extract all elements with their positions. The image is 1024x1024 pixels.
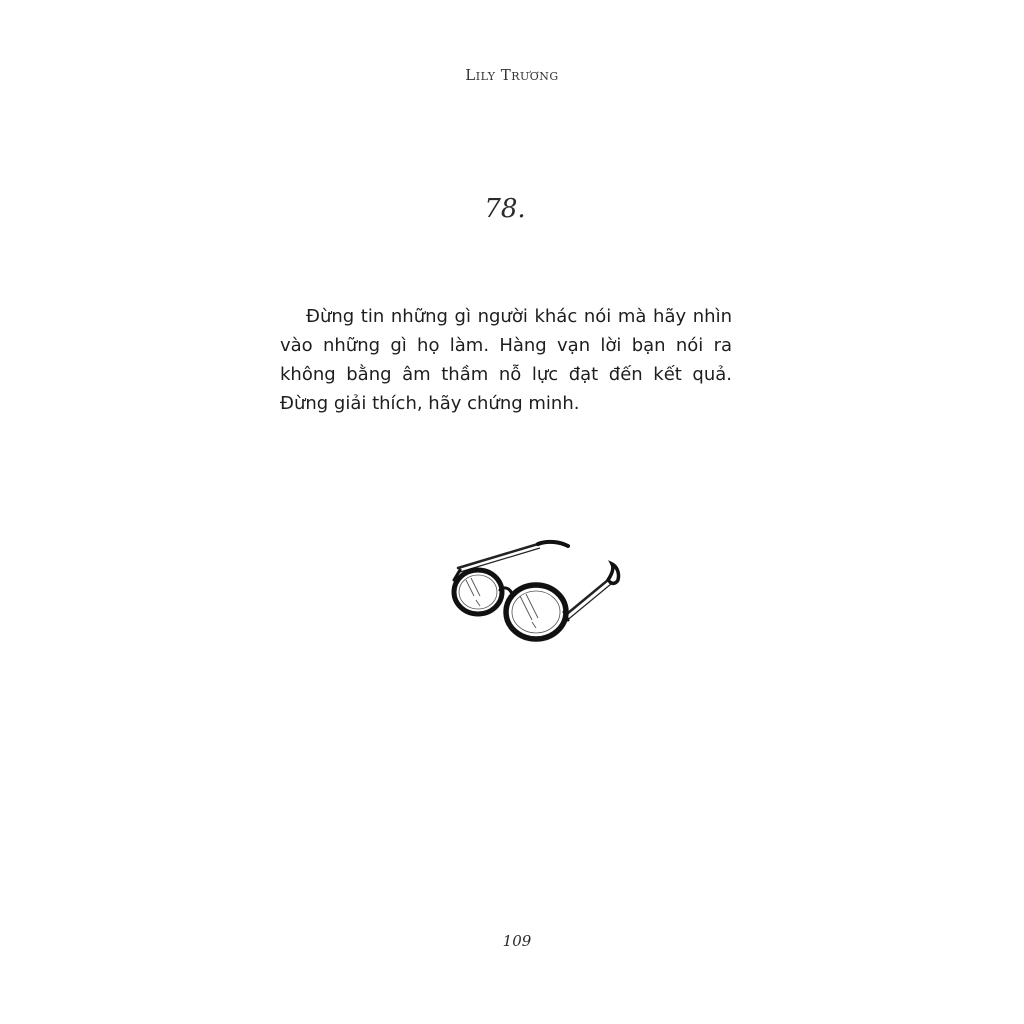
entry-number: 78. [484,194,526,224]
entry-paragraph: Đừng tin những gì người khác nói mà hãy nhìn vào những gì họ làm. Hàng vạn lời bạn nói ra không bằng âm thầm nỗ lực đạt đến kết quả. Đừng giải thích, hãy chứng minh. [280,306,732,414]
eyeglasses-icon [440,530,640,650]
page-number: 109 [502,932,532,950]
running-head: Lily Trương [465,66,559,84]
